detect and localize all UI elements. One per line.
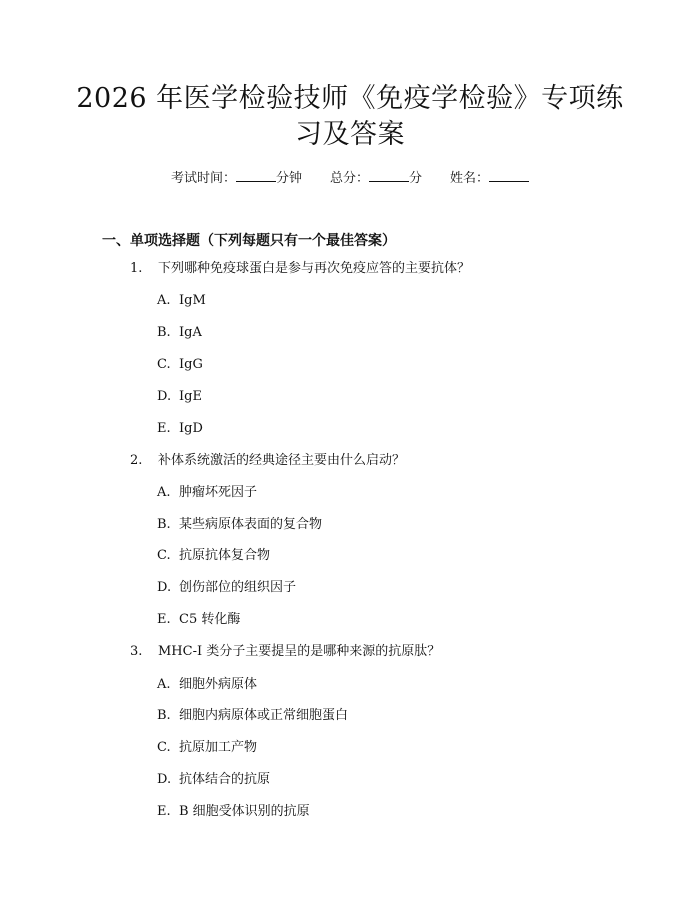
- exam-time-blank: [236, 169, 276, 182]
- exam-meta: [0, 169, 700, 188]
- question-text: MHC-I 类分子主要提呈的是哪种来源的抗原肽？: [158, 644, 441, 659]
- option-letter: C.: [157, 548, 171, 563]
- option-letter: E.: [157, 612, 171, 627]
- section-title: 一、单项选择题（下列每题只有一个最佳答案）: [102, 233, 396, 249]
- option-letter: E.: [157, 804, 171, 819]
- question-text: 下列哪种免疫球蛋白是参与再次免疫应答的主要抗体？: [158, 261, 471, 276]
- option-2b: [157, 516, 322, 534]
- option-2c: [157, 547, 270, 565]
- option-2a: [157, 484, 257, 502]
- exam-time-label: 考试时间：: [170, 171, 236, 186]
- option-letter: D.: [157, 389, 172, 404]
- question-number: 1.: [130, 261, 143, 276]
- question-number: 2.: [130, 453, 143, 468]
- option-text: IgM: [179, 293, 206, 308]
- option-text: 抗体结合的抗原: [179, 772, 271, 787]
- option-3c: [157, 739, 257, 757]
- option-letter: A.: [157, 677, 171, 692]
- option-text: C5 转化酶: [179, 612, 241, 627]
- option-1d: [157, 388, 202, 406]
- question-2: [130, 452, 405, 470]
- option-1c: [157, 356, 203, 374]
- exam-time-unit: 分钟: [275, 171, 302, 186]
- option-1a: [157, 292, 206, 310]
- exam-name: [450, 169, 529, 188]
- option-letter: B.: [157, 325, 171, 340]
- option-1e: [157, 420, 203, 438]
- exam-score-label: 总分：: [329, 171, 369, 186]
- option-3d: [157, 771, 270, 789]
- exam-time: [171, 169, 302, 188]
- option-2e: [157, 611, 240, 629]
- option-letter: A.: [157, 485, 171, 500]
- exam-name-label: 姓名：: [450, 171, 490, 186]
- option-text: B 细胞受体识别的抗原: [179, 804, 310, 819]
- document-title-line1: 2026 年医学检验技师《免疫学检验》专项练: [76, 83, 624, 114]
- option-text: IgE: [179, 389, 202, 404]
- option-text: 抗原抗体复合物: [179, 548, 271, 563]
- option-letter: B.: [157, 517, 171, 532]
- option-text: 肿瘤坏死因子: [179, 485, 258, 500]
- option-text: IgG: [179, 357, 203, 372]
- option-3a: [157, 676, 257, 694]
- option-letter: D.: [157, 580, 172, 595]
- option-text: IgD: [179, 421, 203, 436]
- question-3: [130, 643, 440, 661]
- option-text: 抗原加工产物: [179, 740, 258, 755]
- option-text: IgA: [179, 325, 202, 340]
- option-1b: [157, 324, 202, 342]
- option-letter: E.: [157, 421, 171, 436]
- exam-name-blank: [489, 169, 529, 182]
- option-letter: A.: [157, 293, 171, 308]
- option-letter: B.: [157, 708, 171, 723]
- document-title-line2: 习及答案: [295, 119, 405, 150]
- option-letter: D.: [157, 772, 172, 787]
- option-3b: [157, 707, 348, 725]
- option-text: 细胞内病原体或正常细胞蛋白: [179, 708, 349, 723]
- exam-score-unit: 分: [409, 171, 423, 186]
- option-2d: [157, 579, 296, 597]
- exam-score: [330, 169, 422, 188]
- question-number: 3.: [130, 644, 143, 659]
- option-3e: [157, 803, 310, 821]
- option-text: 细胞外病原体: [179, 677, 258, 692]
- option-letter: C.: [157, 357, 171, 372]
- option-text: 某些病原体表面的复合物: [179, 517, 323, 532]
- option-text: 创伤部位的组织因子: [179, 580, 297, 595]
- question-text: 补体系统激活的经典途径主要由什么启动？: [158, 453, 406, 468]
- option-letter: C.: [157, 740, 171, 755]
- question-1: [130, 260, 470, 278]
- exam-score-blank: [369, 169, 409, 182]
